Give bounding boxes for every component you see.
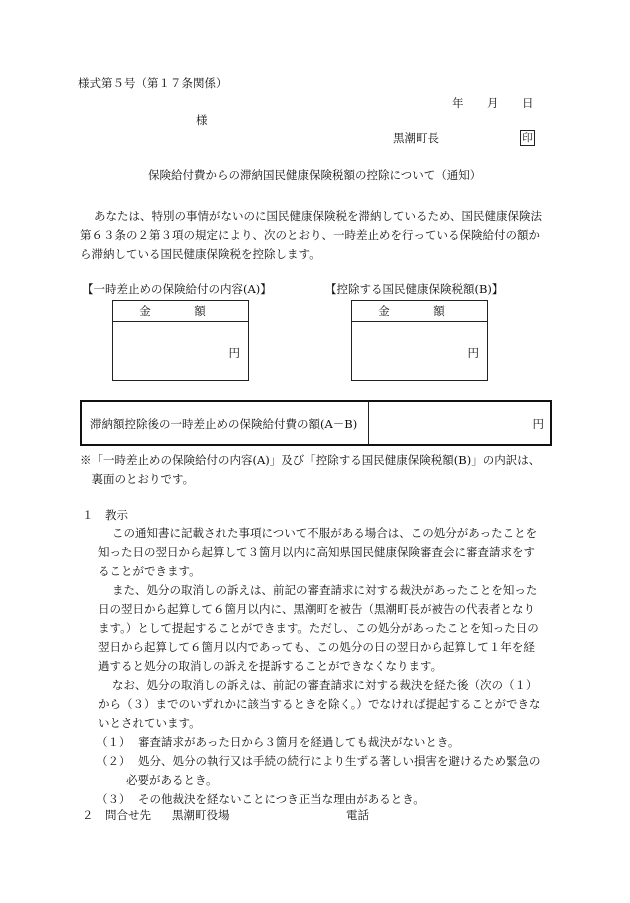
total-divider	[368, 402, 369, 444]
instruction-line-9: なお、処分の取消しの訴えは、前記の審査請求に対する裁決を経た後（次の（１）	[112, 678, 538, 692]
instruction-line-11: いとされています。	[98, 716, 201, 730]
box-b-column-label: 金 額	[352, 301, 487, 322]
item-2-text: 処分、処分の執行又は手続の続行により生ずる著しい損害を避けるため緊急の	[138, 754, 541, 768]
contact-office: 黒潮町役場	[172, 808, 230, 822]
body-line-1: あなたは、特別の事情がないのに国民健康保険税を滞納しているため、国民健康保険法	[94, 209, 543, 223]
instruction-heading: １ 教示	[82, 508, 128, 522]
instruction-line-4: また、処分の取消しの訴えは、前記の審査請求に対する裁決があったことを知った	[112, 583, 538, 597]
addressee-suffix: 様	[196, 113, 208, 127]
box-b	[351, 300, 488, 381]
total-row	[80, 400, 552, 446]
date-year: 年	[452, 96, 464, 110]
form-number: 様式第５号（第１７条関係）	[78, 76, 228, 90]
item-3-text: その他裁決を経ないことにつき正当な理由があるとき。	[138, 792, 425, 806]
box-a-heading: 【一時差止めの保険給付の内容(A)】	[82, 282, 272, 296]
instruction-line-1: この通知書に記載された事項について不服がある場合は、この処分があったことを	[112, 526, 538, 540]
box-a-unit: 円	[228, 346, 240, 360]
instruction-line-5: 日の翌日から起算して６箇月以内に、黒潮町を被告（黒潮町長が被告の代表者となり	[98, 602, 535, 616]
box-a-column-label: 金 額	[113, 301, 248, 322]
body-line-3: ら滞納している国民健康保険税を控除します。	[80, 247, 321, 261]
date-day: 日	[522, 96, 534, 110]
seal-mark: 印	[520, 130, 535, 146]
item-2-text-continued: 必要があるとき。	[126, 773, 218, 787]
issuer: 黒潮町長	[393, 131, 439, 145]
box-b-heading: 【控除する国民健康保険税額(B)】	[325, 282, 504, 296]
box-a	[112, 300, 249, 381]
instruction-line-3: ることができます。	[98, 564, 201, 578]
contact-heading: ２ 問合せ先	[82, 808, 151, 822]
item-2-number: （２）	[96, 754, 131, 768]
instruction-line-2: 知った日の翌日から起算して３箇月以内に高知県国民健康保険審査会に審査請求をす	[98, 545, 535, 559]
instruction-line-10: から（３）までのいずれかに該当するときを除く。）でなければ提起することができな	[98, 697, 541, 711]
total-unit: 円	[532, 417, 544, 431]
instruction-line-6: ます。）として提起することができます。ただし、この処分があったことを知った日の	[98, 621, 539, 635]
item-1-number: （１）	[96, 735, 131, 749]
date-month: 月	[487, 96, 499, 110]
body-line-2: 第６３条の２第３項の規定により、次のとおり、一時差止めを行っている保険給付の額か	[80, 228, 540, 242]
note-line-2: 裏面のとおりです。	[80, 472, 195, 486]
total-label: 滞納額控除後の一時差止めの保険給付費の額(A－B)	[90, 417, 358, 431]
instruction-line-7: 翌日から起算して６箇月以内であっても、この処分の日の翌日から起算して１年を経	[98, 640, 535, 654]
note-line-1: ※「一時差止めの保険給付の内容(A)」及び「控除する国民健康保険税額(B)」の内訳は、	[80, 453, 541, 467]
instruction-line-8: 過すると処分の取消しの訴えを提訴することができなくなります。	[98, 659, 443, 673]
box-b-unit: 円	[467, 346, 479, 360]
item-3-number: （３）	[96, 792, 131, 806]
contact-phone-label: 電話	[346, 808, 369, 822]
document-title: 保険給付費からの滞納国民健康保険税額の控除について（通知）	[148, 168, 482, 182]
item-1-text: 審査請求があった日から３箇月を経過しても裁決がないとき。	[138, 735, 460, 749]
